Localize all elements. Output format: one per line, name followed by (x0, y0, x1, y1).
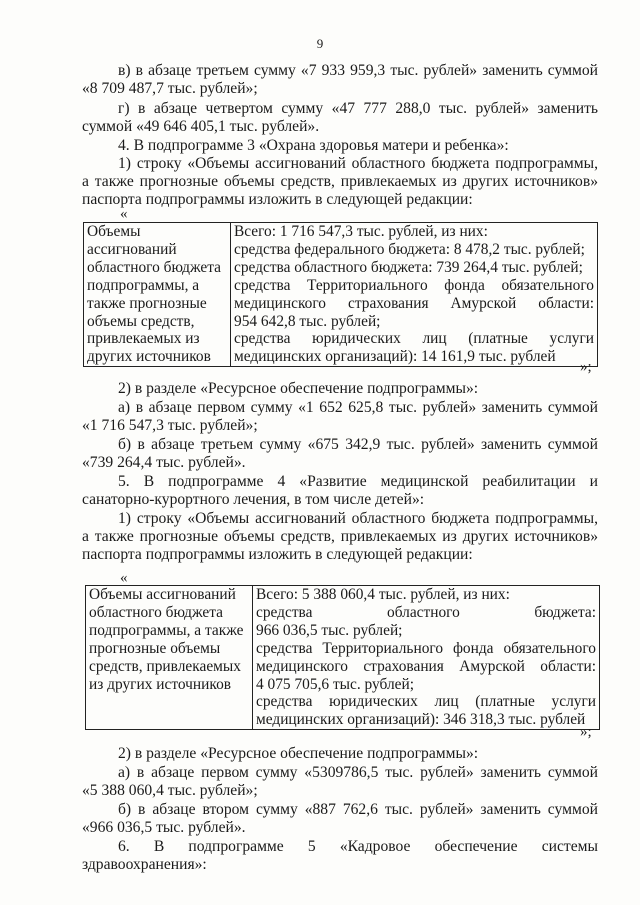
paragraph-line: здравоохранения»: (82, 856, 207, 873)
paragraph-line: а) в абзаце первом сумму «1 652 625,8 тыс. рублей» заменить суммой (118, 399, 598, 416)
paragraph-line: «1 716 547,3 тыс. рублей»; (82, 417, 258, 434)
paragraph-line: «966 036,5 тыс. рублей». (82, 819, 246, 836)
paragraph-line: паспорта подпрограммы изложить в следующей редакции: (82, 191, 473, 208)
paragraph-line: а) в абзаце первом сумму «5309786,5 тыс. рублей» заменить суммой (118, 764, 598, 781)
paragraph-line: паспорта подпрограммы изложить в следующей редакции: (82, 546, 473, 563)
paragraph-line: б) в абзаце втором сумму «887 762,6 тыс. рублей» заменить суммой (118, 801, 598, 818)
paragraph-line: «8 709 487,7 тыс. рублей»; (82, 80, 258, 97)
quote-open: « (120, 570, 128, 586)
paragraph-line: санаторно-курортного лечения, в том числе детей»: (82, 491, 425, 508)
paragraph-line: в) в абзаце третьем сумму «7 933 959,3 тыс. рублей» заменить суммой (118, 62, 598, 79)
table-value-cell: Всего: 5 388 060,4 тыс. рублей, из них: средства областного бюджета: 966 036,5 тыс. рублей; средства Территориального фонда обязательного медицинского страхования Амурской области: 4 075 705,6 тыс. рублей; средства юридических лиц (платные услуги медицинских организаций): 346 318,3 тыс. рублей (253, 586, 600, 730)
paragraph-line: 2) в разделе «Ресурсное обеспечение подпрограммы»: (118, 745, 479, 762)
page-number: 9 (316, 36, 324, 51)
paragraph-line: 1) строку «Объемы ассигнований областного бюджета подпрограммы, (118, 510, 598, 527)
paragraph-line: «5 388 060,4 тыс. рублей»; (82, 782, 258, 799)
quote-close: »; (580, 724, 592, 740)
paragraph-line: г) в абзаце четвертом сумму «47 777 288,0 тыс. рублей» заменить (118, 100, 598, 117)
paragraph-line: 2) в разделе «Ресурсное обеспечение подпрограммы»: (118, 380, 479, 397)
paragraph-line: 4. В подпрограмме 3 «Охрана здоровья матери и ребенка»: (118, 137, 509, 154)
table-label-cell: Объемы ассигнований областного бюджета подпрограммы, а также прогнозные объемы средств, привлекаемых из других источников (84, 223, 231, 367)
passport-table-1 (83, 222, 598, 367)
paragraph-line: а также прогнозные объемы средств, привлекаемых из других источников» (82, 528, 598, 545)
table-label-cell: Объемы ассигнований областного бюджета подпрограммы, а также прогнозные объемы средств, привлекаемых из других источников (86, 586, 253, 730)
passport-table-2 (85, 585, 600, 730)
paragraph-line: 1) строку «Объемы ассигнований областного бюджета подпрограммы, (118, 155, 598, 172)
paragraph-line: 5. В подпрограмме 4 «Развитие медицинской реабилитации и (118, 473, 598, 490)
table-value-cell: Всего: 1 716 547,3 тыс. рублей, из них: средства федерального бюджета: 8 478,2 тыс. рублей; средства областного бюджета: 739 264,4 тыс. рублей; средства Территориального фонда обязательного медицинского страхования Амурской области: 954 642,8 тыс. рублей; средства юридических лиц (платные услуги медицинских организаций): 14 161,9 тыс. рублей (231, 223, 598, 367)
quote-open: « (120, 206, 128, 222)
paragraph-line: 6. В подпрограмме 5 «Кадровое обеспечение системы (118, 838, 598, 855)
paragraph-line: «739 264,4 тыс. рублей». (82, 454, 246, 471)
paragraph-line: б) в абзаце третьем сумму «675 342,9 тыс. рублей» заменить суммой (118, 436, 598, 453)
paragraph-line: суммой «49 646 405,1 тыс. рублей». (82, 118, 320, 135)
paragraph-line: а также прогнозные объемы средств, привлекаемых из других источников» (82, 173, 598, 190)
quote-close: »; (580, 359, 592, 375)
